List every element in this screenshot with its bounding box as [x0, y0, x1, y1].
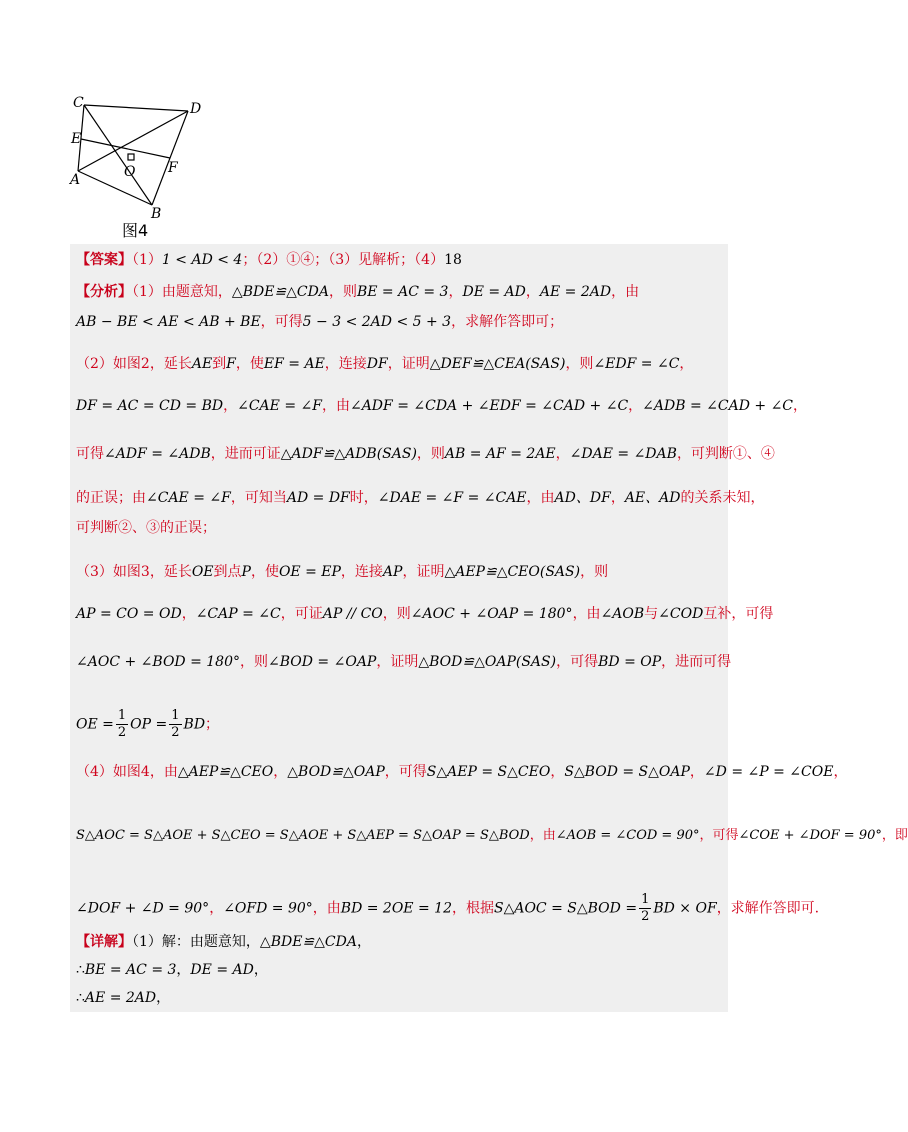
answer-line: 【答案】（1）1 < AD < 4；（2）①④；（3）见解析；（4）18 [76, 252, 462, 268]
analysis-line-14: ∠DOF + ∠D = 90°，∠OFD = 90°，由BD = 2OE = 12，根据S△AOC = S△BOD = $\frac{1}{2}$ BD × OF，求解作答即可. [76, 892, 820, 924]
analysis-line-1: 【分析】（1）由题意知，△BDE≌△CDA，则BE = AC = 3，DE = AD，AE = 2AD，由 [76, 284, 640, 300]
fraction-half: $\frac{1}{2}$ [117, 708, 127, 740]
analysis-line-3: （2）如图2，延长AE到F，使EF = AE，连接DF，证明△DEF≌△CEA(SAS)，则∠EDF = ∠C， [76, 356, 694, 372]
figure-caption: 图4 [122, 221, 149, 240]
analysis-line-12: （4）如图4，由△AEP≌△CEO，△BOD≌△OAP，可得S△AEP = S△CEO，S△BOD = S△OAP，∠D = ∠P = ∠COE， [76, 764, 848, 780]
right-angle-mark [128, 154, 134, 160]
analysis-line-8: （3）如图3，延长OE到点P，使OE = EP，连接AP，证明△AEP≌△CEO(SAS)，则 [76, 564, 609, 580]
detail-line-3: ∴AE = 2AD， [76, 990, 171, 1006]
fraction-half: $\frac{1}{2}$ [171, 708, 180, 740]
label-f: F [168, 160, 178, 176]
analysis-line-9: AP = CO = OD，∠CAP = ∠C，可证AP // CO，则∠AOC + ∠OAP = 180°，由∠AOB与∠COD互补，可得 [76, 606, 774, 622]
label-b: B [151, 206, 162, 222]
analysis-line-11: OE = $\frac{1}{2}$ OP = $\frac{1}{2}$ BD； [76, 708, 220, 740]
analysis-line-7: 可判断②、③的正误； [76, 520, 216, 536]
label-c: C [73, 95, 84, 111]
analysis-line-2: AB − BE < AE < AB + BE，可得5 − 3 < 2AD < 5 + 3，求解作答即可； [76, 314, 564, 330]
detail-line-2: ∴BE = AC = 3，DE = AD， [76, 962, 268, 978]
detail-line-1: 【详解】（1）解：由题意知，△BDE≌△CDA， [76, 934, 371, 950]
label-o: O [124, 164, 136, 180]
label-d: D [190, 101, 202, 117]
label-a: A [70, 172, 81, 188]
analysis-line-4: DF = AC = CD = BD，∠CAE = ∠F，由∠ADF = ∠CDA + ∠EDF = ∠CAD + ∠C，∠ADB = ∠CAD + ∠C， [76, 398, 808, 414]
fraction-half: $\frac{1}{2}$ [641, 892, 650, 924]
label-e: E [71, 131, 82, 147]
analysis-line-13: S△AOC = S△AOE + S△CEO = S△AOE + S△AEP = S△OAP = S△BOD，由∠AOB = ∠COD = 90°，可得∠COE + ∠DOF = 90°，即 [76, 828, 908, 843]
analysis-line-10: ∠AOC + ∠BOD = 180°，则∠BOD = ∠OAP，证明△BOD≌△OAP(SAS)，可得BD = OP，进而可得 [76, 654, 732, 670]
segment-cd [84, 105, 188, 111]
analysis-line-6: 的正误；由∠CAE = ∠F，可知当AD = DF时，∠DAE = ∠F = ∠CAE，由AD、DF，AE、AD的关系未知， [76, 490, 765, 506]
analysis-line-5: 可得∠ADF = ∠ADB，进而可证△ADF≌△ADB(SAS)，则AB = AF = 2AE，∠DAE = ∠DAB，可判断①、④ [76, 446, 775, 462]
segment-ef [81, 139, 170, 158]
